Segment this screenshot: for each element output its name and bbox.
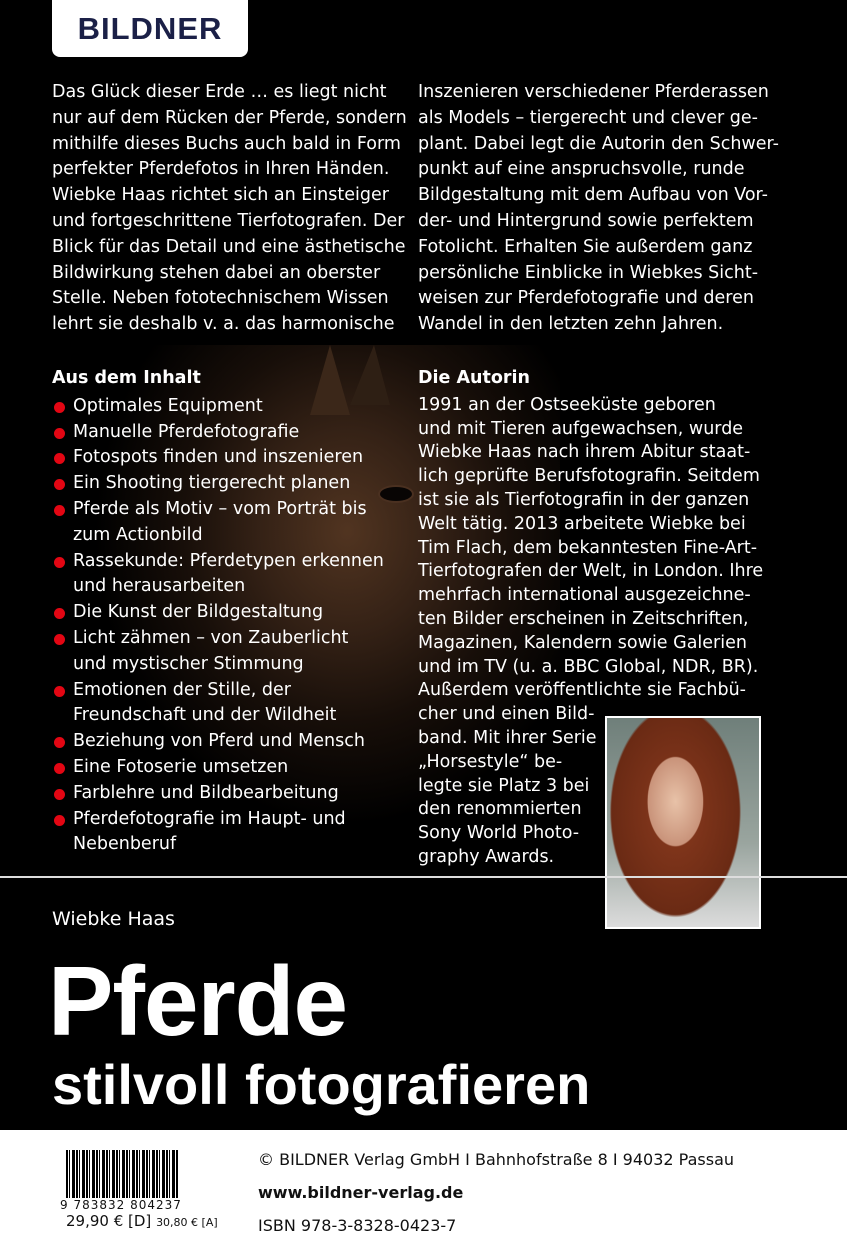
bio-heading: Die Autorin — [418, 368, 530, 388]
contents-item — [52, 781, 412, 807]
text-line: cher und einen Bild- — [418, 704, 595, 725]
text-line: Fotolicht. Erhalten Sie außerdem ganz — [418, 236, 753, 257]
text-line: Wiebke Haas richtet sich an Einsteiger — [52, 185, 389, 206]
text-line: 1991 an der Ostseeküste geboren — [418, 394, 716, 415]
text-line: Außerdem veröffentlichte sie Fachbü- — [418, 680, 746, 701]
website-link[interactable]: www.bildner-verlag.de — [258, 1183, 464, 1202]
text-line: Wandel in den letzten zehn Jahren. — [418, 314, 724, 335]
text-line: Stelle. Neben fototechnischem Wissen — [52, 288, 389, 309]
intro-left — [52, 80, 412, 338]
text-line: Ein Shooting tiergerecht planen — [73, 473, 351, 494]
text-line: legte sie Platz 3 bei — [418, 775, 590, 796]
text-line: Die Kunst der Bildgestaltung — [73, 602, 324, 623]
contents-item — [52, 420, 412, 446]
text-line: Farblehre und Bildbearbeitung — [73, 782, 339, 803]
barcode-number: 9 783832 804237 — [60, 1198, 182, 1212]
text-line: ist sie als Tierfotografin in der ganzen — [418, 489, 750, 510]
text-line: Wiebke Haas nach ihrem Abitur staat- — [418, 442, 751, 463]
contents-list — [52, 394, 412, 858]
author-photo — [605, 716, 761, 929]
text-line: graphy Awards. — [418, 846, 555, 867]
text-line: Eine Fotoserie umsetzen — [73, 756, 289, 777]
text-line: Emotionen der Stille, der — [73, 679, 291, 700]
text-line: Fotospots finden und inszenieren — [73, 447, 364, 468]
text-line: Tierfotografen der Welt, in London. Ihre — [418, 561, 764, 582]
text-line: Pferde als Motiv – vom Porträt bis — [73, 498, 367, 519]
contents-item — [52, 445, 412, 471]
text-line: band. Mit ihrer Serie — [418, 727, 597, 748]
contents-item — [52, 755, 412, 781]
contents-item — [52, 729, 412, 755]
text-line: Das Glück dieser Erde … es liegt nicht — [52, 82, 387, 102]
text-line: und mit Tieren aufgewachsen, wurde — [418, 418, 744, 439]
contents-item — [52, 471, 412, 497]
contents-item — [52, 626, 412, 678]
text-line: den renommierten — [418, 799, 582, 820]
text-line: mithilfe dieses Buchs auch bald in Form — [52, 133, 401, 154]
text-line: lich geprüfte Berufsfotografin. Seitdem — [418, 466, 760, 487]
text-line: Pferdefotografie im Haupt- und — [73, 808, 346, 829]
text-line: Rassekunde: Pferdetypen erkennen — [73, 550, 384, 571]
text-line: Tim Flach, dem bekanntesten Fine-Art- — [418, 537, 758, 558]
book-title: Pferde — [48, 946, 348, 1056]
book-subtitle: stilvoll fotografieren — [52, 1053, 591, 1116]
contents-item — [52, 497, 412, 549]
text-line: Nebenberuf — [73, 834, 177, 855]
isbn: ISBN 978-3-8328-0423-7 — [258, 1216, 457, 1235]
footer — [0, 1130, 847, 1250]
price-austria: 30,80 € [A] — [156, 1216, 218, 1229]
text-line: der- und Hintergrund sowie perfektem — [418, 210, 754, 231]
text-line: Licht zähmen – von Zauberlicht — [73, 627, 349, 648]
text-line: und im TV (u. a. BBC Global, NDR, BR). — [418, 656, 759, 677]
text-line: Magazinen, Kalendern sowie Galerien — [418, 632, 747, 653]
text-line: lehrt sie deshalb v. a. das harmonische — [52, 314, 395, 335]
contents-section — [52, 366, 412, 858]
text-line: plant. Dabei legt die Autorin den Schwer- — [418, 133, 779, 154]
price-germany: 29,90 € [D] — [66, 1212, 152, 1230]
text-line: Welt tätig. 2013 arbeitete Wiebke bei — [418, 513, 746, 534]
text-line: Bildgestaltung mit dem Aufbau von Vor- — [418, 185, 768, 206]
publisher-logo: BILDNER — [52, 0, 248, 57]
text-line: Optimales Equipment — [73, 395, 263, 416]
contents-item — [52, 678, 412, 730]
contents-item — [52, 600, 412, 626]
text-line: Manuelle Pferdefotografie — [73, 421, 300, 442]
contents-item — [52, 807, 412, 859]
text-line: nur auf dem Rücken der Pferde, sondern — [52, 107, 407, 128]
contents-heading: Aus dem Inhalt — [52, 368, 201, 388]
text-line: und herausarbeiten — [73, 576, 246, 597]
text-line: Bildwirkung stehen dabei an oberster — [52, 262, 381, 283]
text-line: mehrfach international ausgezeichne- — [418, 585, 751, 606]
text-line: perfekter Pferdefotos in Ihren Händen. — [52, 159, 390, 180]
text-line: und fortgeschrittene Tierfotografen. Der — [52, 210, 405, 231]
text-line: Sony World Photo- — [418, 823, 580, 844]
text-line: Beziehung von Pferd und Mensch — [73, 731, 365, 752]
text-line: ten Bilder erscheinen in Zeitschriften, — [418, 608, 749, 629]
price — [66, 1212, 218, 1230]
author-name: Wiebke Haas — [52, 908, 175, 930]
text-line: Freundschaft und der Wildheit — [73, 705, 337, 726]
text-line: und mystischer Stimmung — [73, 653, 304, 674]
text-line: weisen zur Pferdefotografie und deren — [418, 288, 754, 309]
text-line: persönliche Einblicke in Wiebkes Sicht- — [418, 262, 759, 283]
text-line: Inszenieren verschiedener Pferderassen — [418, 82, 769, 102]
text-line: Blick für das Detail und eine ästhetische — [52, 236, 406, 257]
text-line: „Horsestyle“ be- — [418, 751, 563, 772]
text-line: als Models – tiergerecht und clever ge- — [418, 107, 758, 128]
publisher-address: © BILDNER Verlag GmbH I Bahnhofstraße 8 I 94032 Passau — [258, 1150, 735, 1169]
contents-item — [52, 394, 412, 420]
contents-item — [52, 549, 412, 601]
text-line: punkt auf eine anspruchsvolle, runde — [418, 159, 745, 180]
divider — [0, 876, 847, 878]
barcode — [66, 1150, 178, 1198]
intro-right — [418, 80, 818, 338]
text-line: zum Actionbild — [73, 524, 203, 545]
